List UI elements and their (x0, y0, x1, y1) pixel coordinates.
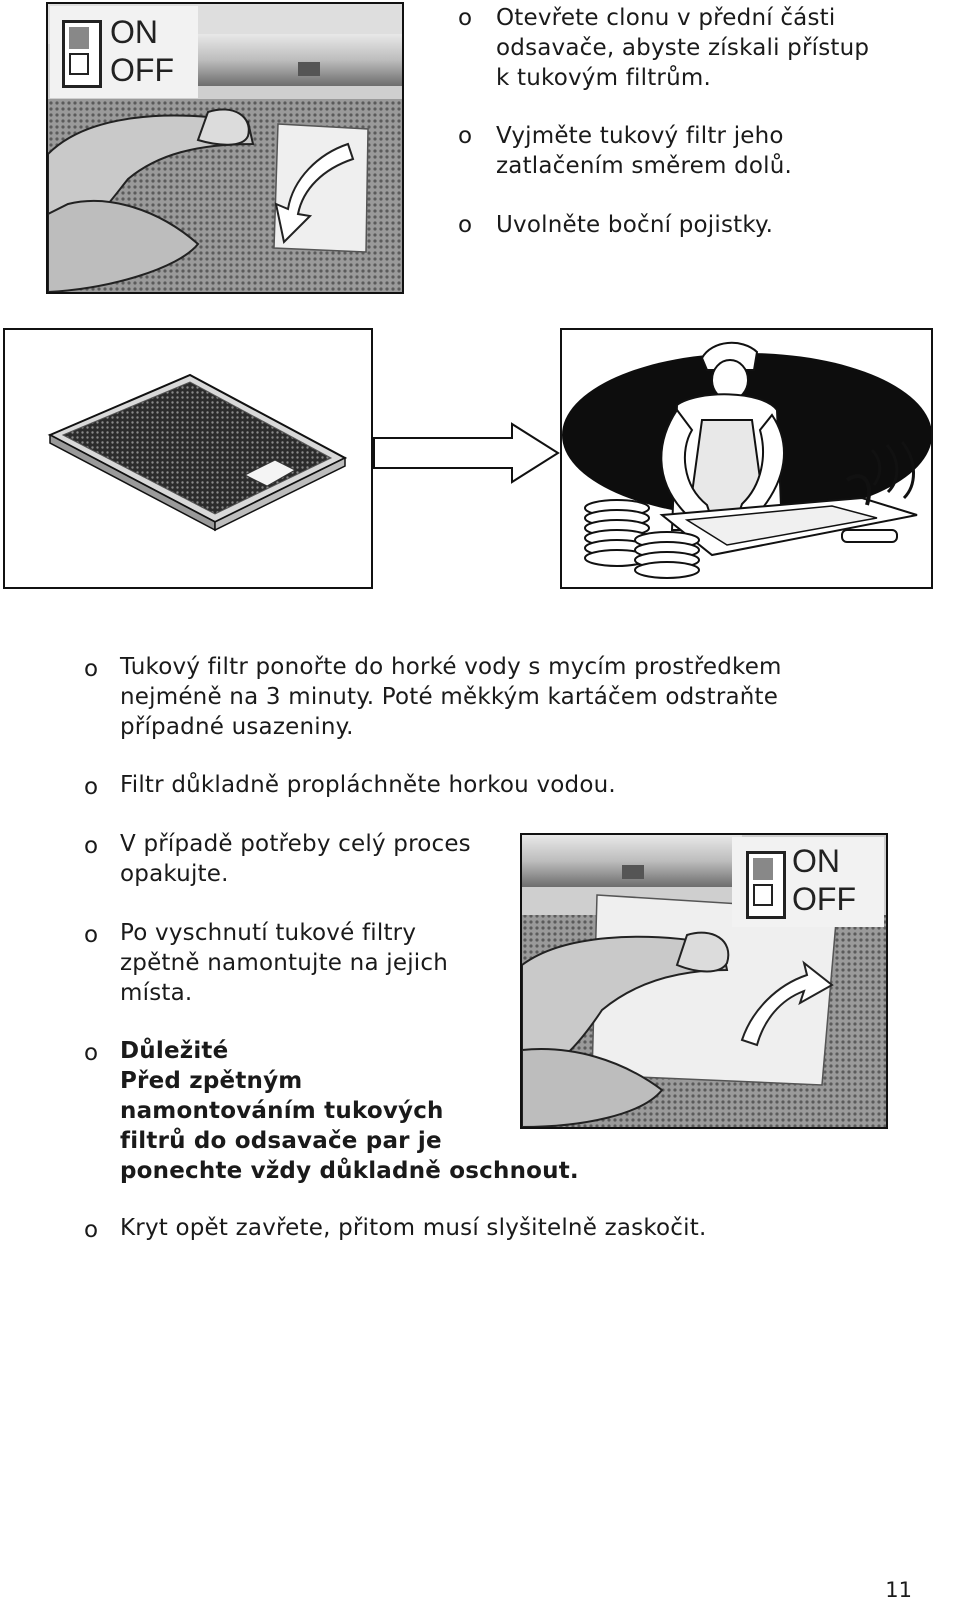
bullet-marker: o (84, 774, 99, 800)
bullet-marker: o (84, 1217, 99, 1243)
figure-filter-installation (520, 833, 888, 1129)
grease-filter-icon (5, 330, 371, 587)
step-rinse-filter: Filtr důkladně propláchněte horkou vodou. (120, 772, 616, 798)
bullet-marker: o (458, 123, 473, 149)
bullet-marker: o (84, 922, 99, 948)
on-off-switch-bottom (732, 837, 884, 927)
bullet-marker: o (84, 656, 99, 682)
step-repeat-process: V případě potřeby celý proces opakujte. (120, 831, 471, 887)
switch-off-label: OFF (110, 52, 174, 88)
step-soak-filter: Tukový filtr ponořte do horké vody s mycím prostředkem nejméně na 3 minuty. Poté měkkým kartáčem odstraňte případné usazeniny. (120, 654, 782, 740)
on-off-switch-top (50, 6, 198, 98)
switch-off-label: OFF (792, 881, 856, 917)
figure-grease-filter (3, 328, 373, 589)
bullet-marker: o (458, 212, 473, 238)
instruction-remove-filter: Vyjměte tukový filtr jeho zatlačením směrem dolů. (496, 123, 793, 179)
bullet-marker: o (84, 1040, 99, 1066)
person-washing-icon (562, 330, 931, 587)
rocker-switch-icon (746, 851, 786, 919)
instruction-release-latches: Uvolněte boční pojistky. (496, 212, 774, 238)
switch-on-label: ON (110, 14, 158, 50)
bullet-marker: o (84, 833, 99, 859)
switch-on-label: ON (792, 843, 840, 879)
figure-filter-removal (46, 2, 404, 294)
figure-washing-filter (560, 328, 933, 589)
rocker-switch-icon (62, 20, 102, 88)
important-note: Důležité Před zpětným namontováním tukových filtrů do odsavače par je ponechte vždy důkladně oschnout. (120, 1038, 579, 1184)
arrow-right-icon (372, 420, 562, 486)
important-heading: Důležité (120, 1038, 229, 1064)
instruction-open-flap: Otevřete clonu v přední části odsavače, abyste získali přístup k tukovým filtrům. (496, 5, 870, 91)
step-reinstall-filters: Po vyschnutí tukové filtry zpětně namontujte na jejich místa. (120, 920, 448, 1006)
page-number: 11 (885, 1578, 912, 1602)
bullet-marker: o (458, 5, 473, 31)
step-close-cover: Kryt opět zavřete, přitom musí slyšitelně zaskočit. (120, 1215, 707, 1241)
